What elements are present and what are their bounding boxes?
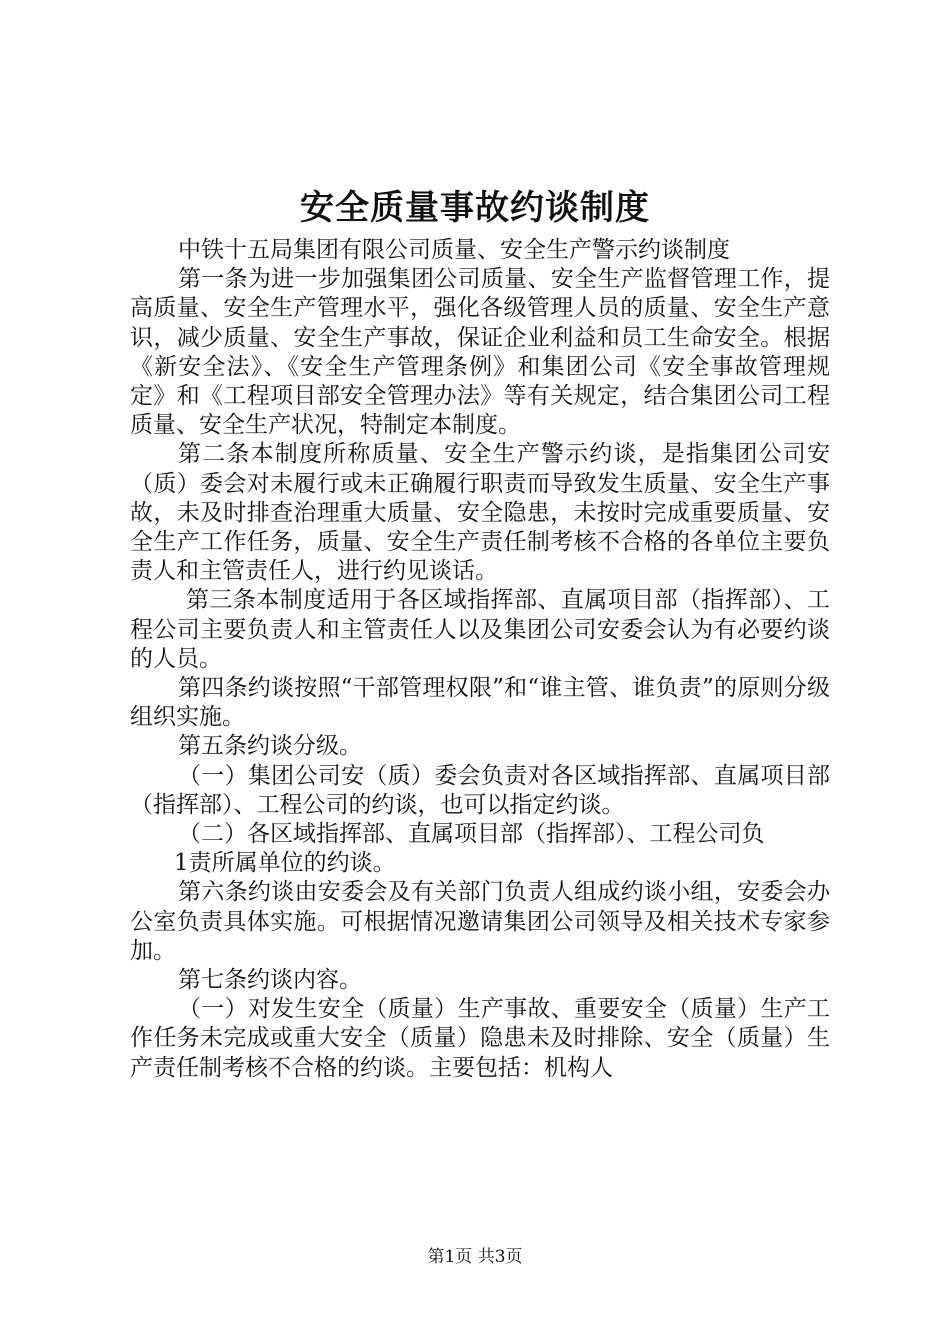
paragraph-article-2: 第二条本制度所称质量、安全生产警示约谈，是指集团公司安（质）委会对未履行或未正确履行职责而导致发生质量、安全生产事故，未及时排查治理重大质量、安全隐患，未按时完成重要质量、安全生产工作任务，质量、安全生产责任制考核不合格的各单位主要负责人和主管责任人，进行约见谈话。 — [130, 441, 830, 585]
document-body — [130, 236, 830, 1083]
paragraph-article-1: 第一条为进一步加强集团公司质量、安全生产监督管理工作，提高质量、安全生产管理水平，强化各级管理人员的质量、安全生产意识，减少质量、安全生产事故，保证企业利益和员工生命安全。根据《新安全法》、《安全生产管理条例》和集团公司《安全事故管理规定》和《工程项目部安全管理办法》等有关规定，结合集团公司工程质量、安全生产状况，特制定本制度。 — [130, 266, 830, 439]
paragraph-article-5-item-2: （二）各区域指挥部、直属项目部（指挥部）、工程公司负 — [178, 821, 765, 848]
page-footer: 第1页 共3页 — [427, 1247, 523, 1267]
paragraph-article-3: 第三条本制度适用于各区域指挥部、直属项目部（指挥部）、工程公司主要负责人和主管责任人以及集团公司安委会认为有必要约谈的人员。 — [130, 587, 830, 672]
paragraph-article-5-item-2-continued: 1责所属单位的约谈。 — [174, 850, 396, 877]
paragraph-article-7-item-1: （一）对发生安全（质量）生产事故、重要安全（质量）生产工作任务未完成或重大安全（质量）隐患未及时排除、安全（质量）生产责任制考核不合格的约谈。主要包括：机构人 — [130, 996, 830, 1081]
paragraph-article-7: 第七条约谈内容。 — [178, 967, 362, 994]
paragraph-article-5: 第五条约谈分级。 — [178, 733, 362, 760]
paragraph-article-4: 第四条约谈按照“干部管理权限”和“谁主管、谁负责”的原则分级组织实施。 — [130, 675, 830, 731]
page-title: 安全质量事故约谈制度 — [300, 188, 650, 228]
paragraph-article-5-item-1: （一）集团公司安（质）委会负责对各区域指挥部、直属项目部（指挥部）、工程公司的约谈，也可以指定约谈。 — [130, 762, 830, 818]
document-subtitle: 中铁十五局集团有限公司质量、安全生产警示约谈制度 — [178, 237, 730, 263]
paragraph-article-6: 第六条约谈由安委会及有关部门负责人组成约谈小组，安委会办公室负责具体实施。可根据情况邀请集团公司领导及相关技术专家参加。 — [130, 879, 830, 964]
